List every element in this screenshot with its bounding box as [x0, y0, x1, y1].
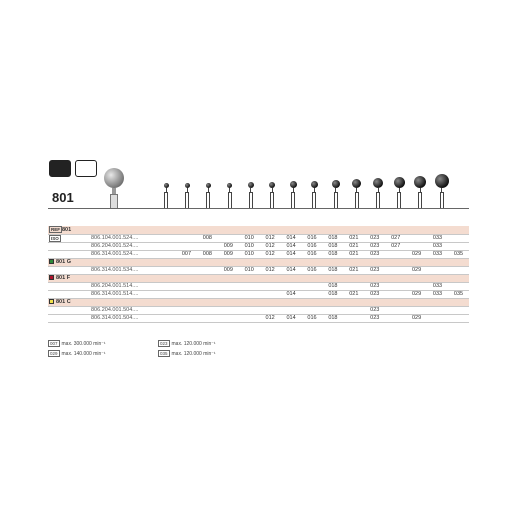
- size-cell: [406, 258, 427, 266]
- size-cell: [176, 290, 197, 298]
- size-cell: 014: [281, 290, 302, 298]
- bur-illustration: [435, 174, 449, 208]
- size-cell: 016: [302, 242, 323, 250]
- size-cell: [197, 298, 218, 306]
- bur-illustration: [414, 176, 426, 208]
- size-cell: [427, 306, 448, 314]
- color-chip: [49, 259, 54, 264]
- size-cell: [385, 266, 406, 274]
- ref-number: [90, 298, 176, 306]
- size-cell: 035: [448, 290, 469, 298]
- size-cell: [176, 258, 197, 266]
- size-cell: [260, 258, 281, 266]
- size-cell: 009: [218, 266, 239, 274]
- size-cell: [197, 258, 218, 266]
- table-row: [48, 314, 469, 322]
- table-row: [48, 242, 469, 250]
- size-cell: 008: [197, 250, 218, 258]
- ref-number: 806.104.001.524....: [90, 234, 176, 242]
- size-cell: [427, 266, 448, 274]
- color-chip: [49, 299, 54, 304]
- size-cell: [448, 298, 469, 306]
- size-cell: [385, 282, 406, 290]
- size-cell: [322, 226, 343, 234]
- size-cell: [448, 242, 469, 250]
- size-cell: [281, 282, 302, 290]
- table-row: [48, 234, 469, 242]
- size-cell: [322, 274, 343, 282]
- size-cell: [281, 274, 302, 282]
- size-cell: 021: [343, 250, 364, 258]
- row-label: ISO: [48, 234, 90, 242]
- size-cell: [385, 306, 406, 314]
- row-label: [48, 242, 90, 250]
- row-label: REF 801: [48, 226, 90, 234]
- size-cell: 027: [385, 242, 406, 250]
- size-cell: 010: [239, 234, 260, 242]
- size-cell: [197, 266, 218, 274]
- legend-item: 029 max. 140.000 min⁻¹: [50, 351, 106, 357]
- size-cell: 016: [302, 266, 323, 274]
- size-cell: [343, 298, 364, 306]
- size-cell: [302, 306, 323, 314]
- size-cell: 014: [281, 314, 302, 322]
- size-cell: 014: [281, 234, 302, 242]
- size-cell: [260, 298, 281, 306]
- size-cell: [322, 306, 343, 314]
- size-cell: [406, 274, 427, 282]
- size-cell: [281, 298, 302, 306]
- ref-number: [90, 258, 176, 266]
- ref-number: 806.314.001.514....: [90, 290, 176, 298]
- size-cell: [343, 226, 364, 234]
- legend-right: [158, 340, 216, 360]
- size-cell: 029: [406, 266, 427, 274]
- bur-illustration: [352, 179, 361, 208]
- size-cell: [302, 274, 323, 282]
- size-cell: [302, 258, 323, 266]
- size-cell: 018: [322, 250, 343, 258]
- size-cell: 033: [427, 290, 448, 298]
- size-cell: 009: [218, 242, 239, 250]
- size-cell: [176, 314, 197, 322]
- size-cell: [176, 306, 197, 314]
- table-row: [48, 250, 469, 258]
- legend-left: [48, 340, 106, 360]
- size-cell: 033: [427, 282, 448, 290]
- size-cell: 023: [364, 282, 385, 290]
- size-cell: [197, 274, 218, 282]
- size-cell: [176, 298, 197, 306]
- size-cell: [385, 290, 406, 298]
- size-cell: [343, 282, 364, 290]
- size-cell: [239, 314, 260, 322]
- size-cell: [343, 314, 364, 322]
- size-cell: 014: [281, 266, 302, 274]
- size-cell: [448, 274, 469, 282]
- size-cell: 023: [364, 242, 385, 250]
- bur-illustration: [185, 183, 190, 208]
- legend-item: 035 max. 120.000 min⁻¹: [160, 351, 216, 357]
- size-cell: 021: [343, 290, 364, 298]
- size-cell: [218, 306, 239, 314]
- legend-item: 007 max. 300.000 min⁻¹: [50, 341, 106, 347]
- table-row: [48, 274, 469, 282]
- size-cell: [239, 306, 260, 314]
- size-cell: [176, 234, 197, 242]
- size-cell: [302, 290, 323, 298]
- size-cell: [427, 226, 448, 234]
- size-cell: 012: [260, 266, 281, 274]
- size-cell: 029: [406, 314, 427, 322]
- size-cell: [239, 274, 260, 282]
- size-cell: 008: [197, 234, 218, 242]
- size-cell: [176, 226, 197, 234]
- size-cell: [406, 242, 427, 250]
- size-cell: [406, 226, 427, 234]
- size-cell: 018: [322, 314, 343, 322]
- size-cell: [176, 242, 197, 250]
- size-cell: 018: [322, 234, 343, 242]
- size-cell: 014: [281, 250, 302, 258]
- row-label: 801 F: [48, 274, 90, 282]
- size-cell: [218, 274, 239, 282]
- size-cell: 014: [281, 242, 302, 250]
- row-label: [48, 282, 90, 290]
- size-cell: [343, 258, 364, 266]
- ref-number: 806.204.001.504....: [90, 306, 176, 314]
- size-cell: 016: [302, 234, 323, 242]
- row-label: 801 G: [48, 258, 90, 266]
- size-cell: 010: [239, 242, 260, 250]
- ref-number: [90, 274, 176, 282]
- size-cell: [260, 226, 281, 234]
- table-row: [48, 258, 469, 266]
- size-cell: [176, 282, 197, 290]
- table-row: [48, 226, 469, 234]
- size-cell: 021: [343, 242, 364, 250]
- size-cell: [448, 234, 469, 242]
- size-cell: [448, 226, 469, 234]
- size-cell: [385, 226, 406, 234]
- size-cell: [218, 226, 239, 234]
- size-cell: [218, 258, 239, 266]
- size-cell: 023: [364, 266, 385, 274]
- bur-sizes-illustration: [0, 0, 512, 208]
- size-cell: 029: [406, 290, 427, 298]
- bur-illustration: [248, 182, 254, 208]
- ref-number: 806.204.001.524....: [90, 242, 176, 250]
- size-cell: [260, 306, 281, 314]
- size-cell: 018: [322, 242, 343, 250]
- size-cell: [281, 258, 302, 266]
- size-cell: 023: [364, 234, 385, 242]
- size-cell: 010: [239, 266, 260, 274]
- size-cell: [302, 282, 323, 290]
- size-cell: 033: [427, 242, 448, 250]
- size-cell: 018: [322, 282, 343, 290]
- size-cell: 018: [322, 290, 343, 298]
- size-cell: 023: [364, 290, 385, 298]
- size-cell: [406, 234, 427, 242]
- size-cell: [239, 258, 260, 266]
- table-row: [48, 306, 469, 314]
- table-row: [48, 290, 469, 298]
- row-label: 801 C: [48, 298, 90, 306]
- size-cell: 012: [260, 314, 281, 322]
- size-cell: [448, 258, 469, 266]
- size-cell: [364, 274, 385, 282]
- color-chip: [49, 275, 54, 280]
- size-cell: [239, 290, 260, 298]
- ref-number: [90, 226, 176, 234]
- size-cell: 027: [385, 234, 406, 242]
- size-cell: 033: [427, 250, 448, 258]
- row-label: [48, 250, 90, 258]
- size-cell: [197, 226, 218, 234]
- table-row: [48, 266, 469, 274]
- bur-illustration: [290, 181, 297, 208]
- size-cell: [448, 282, 469, 290]
- size-cell: [448, 306, 469, 314]
- size-cell: [239, 298, 260, 306]
- bur-illustration: [394, 177, 405, 208]
- table-row: [48, 282, 469, 290]
- size-cell: [218, 314, 239, 322]
- size-cell: [260, 274, 281, 282]
- size-cell: [427, 314, 448, 322]
- size-cell: [176, 266, 197, 274]
- ref-number: 806.204.001.514....: [90, 282, 176, 290]
- divider: [48, 208, 469, 209]
- size-cell: 029: [406, 250, 427, 258]
- bur-illustration: [206, 183, 211, 208]
- size-cell: [385, 258, 406, 266]
- bur-illustration: [311, 181, 318, 208]
- size-cell: 018: [322, 266, 343, 274]
- ref-number: 806.314.001.534....: [90, 266, 176, 274]
- bur-illustration: [373, 178, 383, 208]
- size-cell: [302, 298, 323, 306]
- size-cell: 033: [427, 234, 448, 242]
- row-label: [48, 290, 90, 298]
- sizes-table: [48, 226, 469, 323]
- size-cell: [406, 282, 427, 290]
- size-cell: [427, 258, 448, 266]
- size-cell: [218, 282, 239, 290]
- size-cell: [218, 290, 239, 298]
- bur-illustration: [332, 180, 340, 208]
- ref-number: 806.314.001.504....: [90, 314, 176, 322]
- size-cell: [302, 226, 323, 234]
- size-cell: [448, 314, 469, 322]
- size-cell: [427, 298, 448, 306]
- size-cell: 023: [364, 250, 385, 258]
- size-cell: 035: [448, 250, 469, 258]
- size-cell: 016: [302, 314, 323, 322]
- size-cell: 012: [260, 250, 281, 258]
- bur-illustration: [269, 182, 275, 208]
- size-cell: [197, 314, 218, 322]
- bur-illustration: [227, 183, 232, 208]
- size-cell: [322, 298, 343, 306]
- size-cell: [281, 306, 302, 314]
- row-label: [48, 314, 90, 322]
- size-cell: 009: [218, 250, 239, 258]
- size-cell: [281, 226, 302, 234]
- ref-number: 806.314.001.524....: [90, 250, 176, 258]
- size-cell: [364, 258, 385, 266]
- size-cell: [448, 266, 469, 274]
- size-cell: [385, 274, 406, 282]
- size-cell: [364, 226, 385, 234]
- size-cell: [239, 226, 260, 234]
- size-cell: [322, 258, 343, 266]
- size-cell: [197, 242, 218, 250]
- size-cell: [197, 306, 218, 314]
- size-cell: 016: [302, 250, 323, 258]
- size-cell: 007: [176, 250, 197, 258]
- size-cell: [406, 306, 427, 314]
- legend-item: 023 max. 120.000 min⁻¹: [160, 341, 216, 347]
- size-cell: [385, 298, 406, 306]
- size-cell: [176, 274, 197, 282]
- row-label: [48, 266, 90, 274]
- size-cell: 021: [343, 266, 364, 274]
- row-label: [48, 306, 90, 314]
- size-cell: [385, 250, 406, 258]
- size-cell: [239, 282, 260, 290]
- size-cell: 012: [260, 242, 281, 250]
- size-cell: [218, 234, 239, 242]
- size-cell: [343, 274, 364, 282]
- size-cell: [343, 306, 364, 314]
- size-cell: 021: [343, 234, 364, 242]
- size-cell: [260, 282, 281, 290]
- page-title: 801: [52, 190, 74, 205]
- size-cell: [260, 290, 281, 298]
- size-cell: [197, 282, 218, 290]
- size-cell: 023: [364, 314, 385, 322]
- size-cell: 010: [239, 250, 260, 258]
- size-cell: [218, 298, 239, 306]
- size-cell: [364, 298, 385, 306]
- size-cell: 012: [260, 234, 281, 242]
- table-row: [48, 298, 469, 306]
- size-cell: [427, 274, 448, 282]
- size-cell: [406, 298, 427, 306]
- size-cell: [197, 290, 218, 298]
- bur-illustration: [164, 183, 169, 208]
- size-cell: 023: [364, 306, 385, 314]
- size-cell: [385, 314, 406, 322]
